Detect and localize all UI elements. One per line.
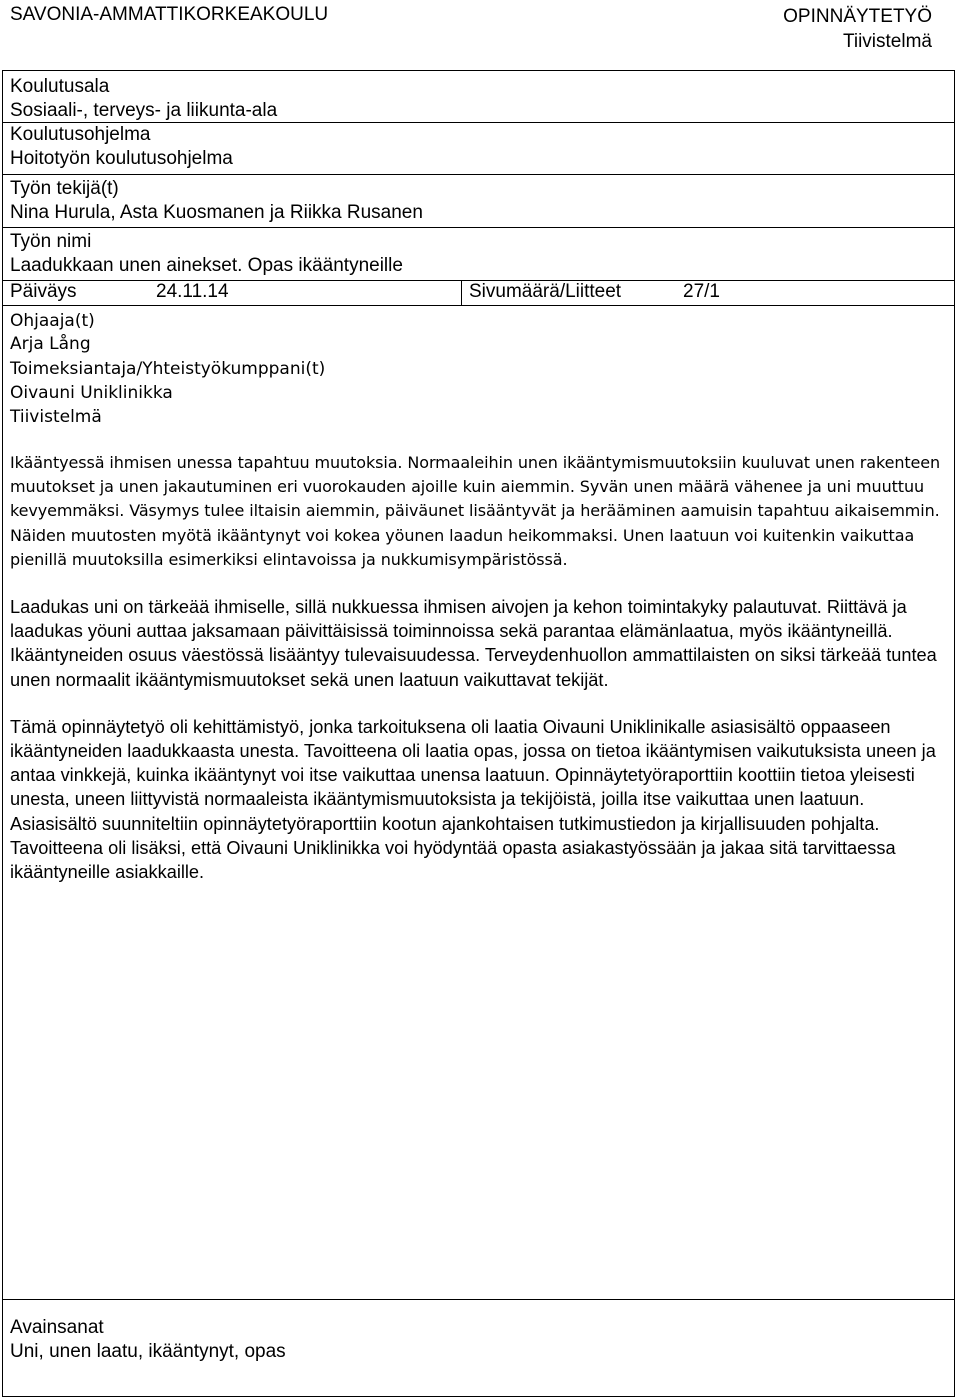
title-label: Työn nimi [10,231,92,252]
program-value: Hoitotyön koulutusohjelma [10,148,233,169]
authors-label: Työn tekijä(t) [10,178,119,199]
keywords-label: Avainsanat [10,1317,104,1338]
document-type [783,4,932,54]
title-row [3,227,954,281]
keywords-row [3,1299,954,1362]
date-label: Päiväys [10,281,77,302]
document-subtype-label: Tiivistelmä [842,31,932,52]
program-row [3,122,954,175]
abstract-paragraph-3: Tämä opinnäytetyö oli kehittämistyö, jonka tarkoituksena oli laatia Oivauni Uniklinikalle asiasisältö oppaaseen ikääntyneiden laadukkaasta unesta. Tavoitteena oli laatia opas, jossa on tietoa ikääntymisen vaikutuksista uneen ja antaa vinkkejä, kuinka ikääntynyt voi itse vaikuttaa unensa laatuun. Opinnäytetyöraporttiin koottiin tietoa yleisesti unesta, uneen liittyvistä normaaleista ikääntymismuutoksista ja tekijöistä, joilla itse vaikuttaa unen laatuun. Asiasisältö suunniteltiin opinnäytetyöraporttiin kootun ajankohtaisen tutkimustiedon ja kirjallisuuden pohjalta. Tavoitteena oli lisäksi, että Oivauni Uniklinikka voi hyödyntää opasta asiakastyössään ja jakaa sitä tarvittaessa ikääntyneille asiakkaille. [10,716,936,883]
client-value: Oivauni Uniklinikka [10,383,173,403]
authors-value: Nina Hurula, Asta Kuosmanen ja Riikka Rusanen [10,202,423,223]
document-type-label: OPINNÄYTETYÖ [783,6,932,27]
pages-value: 27/1 [683,281,720,302]
abstract-paragraph-1: Ikääntyessä ihmisen unessa tapahtuu muutoksia. Normaaleihin unen ikääntymismuutoksiin kuuluvat unen rakenteen muutokset ja unen jakautuminen eri vuorokauden ajoille kuin aiemmin. Syvän unen määrä vähenee ja uni muuttuu kevyemmäksi. Väsymys tulee iltaisin aiemmin, päiväunet lisääntyvät ja herääminen aamuisin tapahtuu aikaisemmin. Näiden muutosten myötä ikääntynyt voi kokea yöunen laadun heikommaksi. Unen laatuun voi kuitenkin vaikuttaa pienillä muutoksilla esimerkiksi elintavoissa ja nukkumisympäristössä. [10,453,941,569]
date-pages-divider [461,280,462,305]
pages-label: Sivumäärä/Liitteet [469,281,622,302]
client-label: Toimeksiantaja/Yhteistyökumppani(t) [10,359,326,379]
supervisor-label: Ohjaaja(t) [10,311,95,331]
field-row [3,71,954,123]
abstract-paragraph-2: Laadukas uni on tärkeää ihmiselle, sillä nukkuessa ihmisen aivojen ja kehon toimintakyky palautuvat. Riittävä ja laadukas yöuni auttaa jaksamaan päivittäisissä toiminnoissa sekä parantaa elämänlaatua, myös ikääntyneillä. Ikääntyneiden osuus väestössä lisääntyy tulevaisuudessa. Terveydenhuollon ammattilaisten on siksi tärkeää tuntea unen normaalit ikääntymismuutokset sekä unen laatuun vaikuttavat tekijät. [10,597,937,690]
date-value: 24.11.14 [156,281,229,302]
date-row [3,280,954,306]
info-block [3,305,954,455]
authors-row [3,174,954,228]
field-value: Sosiaali-, terveys- ja liikunta-ala [10,100,278,121]
keywords-value: Uni, unen laatu, ikääntynyt, opas [10,1341,286,1362]
supervisor-value: Arja Lång [10,334,91,354]
abstract-body [10,451,946,907]
field-label: Koulutusala [10,76,110,97]
program-label: Koulutusohjelma [10,124,151,145]
abstract-label: Tiivistelmä [10,407,102,427]
school-name: SAVONIA-AMMATTIKORKEAKOULU [10,4,329,25]
title-value: Laadukkaan unen ainekset. Opas ikääntyneille [10,255,403,276]
abstract-form [2,70,955,1397]
